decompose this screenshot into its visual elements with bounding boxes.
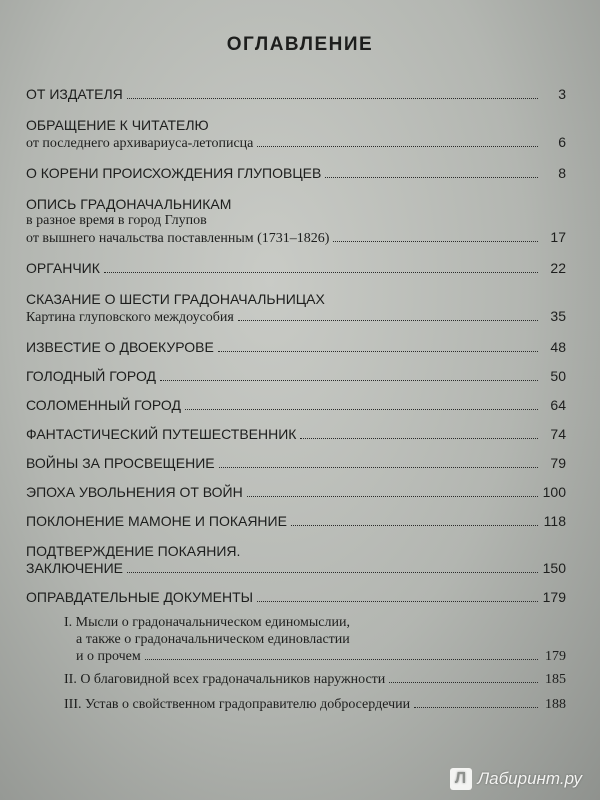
labirint-logo-icon: Л [450, 768, 472, 790]
toc-entry-title: ОРГАНЧИК [26, 260, 100, 276]
toc-page-number: 79 [550, 455, 566, 471]
toc-entry [26, 543, 566, 577]
toc-entry-title: ПОКЛОНЕНИЕ МАМОНЕ И ПОКАЯНИЕ [26, 513, 287, 529]
toc-entry-subtitle: от последнего архивариуса-летописца [26, 136, 254, 151]
toc-entry-title: ВОЙНЫ ЗА ПРОСВЕЩЕНИЕ [26, 455, 215, 471]
toc-page-number: 50 [550, 368, 566, 384]
toc-entry-title: ИЗВЕСТИЕ О ДВОЕКУРОВЕ [26, 339, 214, 355]
toc-entry-title: ПОДТВЕРЖДЕНИЕ ПОКАЯНИЯ. [26, 543, 241, 559]
toc-entry [26, 196, 566, 247]
toc-subentry-text: а также о градоначальническом единовластии [76, 632, 350, 647]
leader-dots [389, 682, 538, 683]
toc-heading: ОГЛАВЛЕНИЕ [226, 34, 374, 55]
toc-page-number: 22 [550, 260, 566, 276]
toc-entry [26, 484, 566, 501]
leader-dots [247, 496, 538, 497]
leader-dots [104, 272, 538, 273]
toc-page-number: 48 [550, 339, 566, 355]
leader-dots [145, 659, 538, 660]
toc-entry [26, 165, 566, 182]
toc-page-number: 185 [545, 672, 566, 687]
toc-subentry-text: I. Мысли о градоначальническом единомыслии, [64, 615, 350, 630]
toc-entry-title: ЭПОХА УВОЛЬНЕНИЯ ОТ ВОЙН [26, 484, 243, 500]
watermark [450, 768, 582, 790]
toc-entry-title: ОБРАЩЕНИЕ К ЧИТАТЕЛЮ [26, 117, 209, 133]
toc-page-number: 8 [558, 165, 566, 181]
leader-dots [127, 572, 538, 573]
toc-entry-title: СОЛОМЕННЫЙ ГОРОД [26, 397, 181, 413]
leader-dots [291, 525, 538, 526]
toc-page-number: 64 [550, 397, 566, 413]
table-of-contents [26, 72, 566, 713]
toc-page-number: 100 [542, 484, 566, 500]
toc-entry-title: ОТ ИЗДАТЕЛЯ [26, 86, 123, 102]
toc-subentry-text: и о прочем [76, 649, 141, 664]
toc-entry [26, 368, 566, 385]
toc-entry-subtitle: Картина глуповского междоусобия [26, 310, 234, 325]
toc-entry [26, 426, 566, 443]
toc-entry-title: ОПРАВДАТЕЛЬНЫЕ ДОКУМЕНТЫ [26, 589, 254, 605]
leader-dots [219, 467, 538, 468]
toc-entry [26, 291, 566, 326]
toc-entry [26, 589, 566, 606]
toc-page-number: 17 [550, 229, 566, 245]
leader-dots [414, 707, 538, 708]
toc-page-number: 179 [542, 589, 566, 605]
leader-dots [127, 98, 538, 99]
leader-dots [185, 409, 538, 410]
toc-page-number: 74 [550, 426, 566, 442]
toc-page-number: 35 [550, 308, 566, 324]
toc-entry [26, 260, 566, 277]
leader-dots [218, 351, 538, 352]
toc-entry-title: ФАНТАСТИЧЕСКИЙ ПУТЕШЕСТВЕННИК [26, 426, 297, 442]
toc-subentry-text: II. О благовидной всех градоначальников наружности [64, 672, 386, 687]
leader-dots [257, 601, 538, 602]
toc-entry-title: ОПИСЬ ГРАДОНАЧАЛЬНИКАМ [26, 196, 232, 212]
toc-entry [26, 339, 566, 356]
toc-page-number: 188 [545, 697, 566, 712]
toc-entry-title: СКАЗАНИЕ О ШЕСТИ ГРАДОНАЧАЛЬНИЦАХ [26, 291, 325, 307]
toc-page-number: 118 [543, 513, 566, 529]
toc-page-number: 150 [542, 560, 566, 576]
toc-page-number: 6 [558, 134, 566, 150]
leader-dots [257, 146, 538, 147]
toc-subentry-text: III. Устав о свойственном градоправителю добросердечии [64, 697, 411, 712]
toc-page-number: 3 [558, 86, 566, 102]
leader-dots [238, 320, 538, 321]
toc-entry [26, 117, 566, 152]
toc-subentry [64, 696, 566, 713]
toc-entry [26, 513, 566, 530]
toc-entry [26, 455, 566, 472]
toc-subentry [64, 671, 566, 688]
leader-dots [300, 438, 538, 439]
toc-page-number: 179 [545, 649, 566, 664]
toc-entry-subtitle: в разное время в город Глупов [26, 213, 207, 228]
toc-entry [26, 397, 566, 414]
leader-dots [333, 241, 538, 242]
leader-dots [160, 380, 538, 381]
leader-dots [325, 177, 538, 178]
toc-entry-subtitle: от вышнего начальства поставленным (1731–1826) [26, 231, 330, 246]
toc-entry [26, 86, 566, 103]
toc-subentry [64, 614, 566, 665]
toc-entry-title: ГОЛОДНЫЙ ГОРОД [26, 368, 157, 384]
toc-entry-title: ЗАКЛЮЧЕНИЕ [26, 560, 123, 576]
watermark-text: Лабиринт.ру [477, 769, 582, 788]
toc-entry-title: О КОРЕНИ ПРОИСХОЖДЕНИЯ ГЛУПОВЦЕВ [26, 165, 322, 181]
